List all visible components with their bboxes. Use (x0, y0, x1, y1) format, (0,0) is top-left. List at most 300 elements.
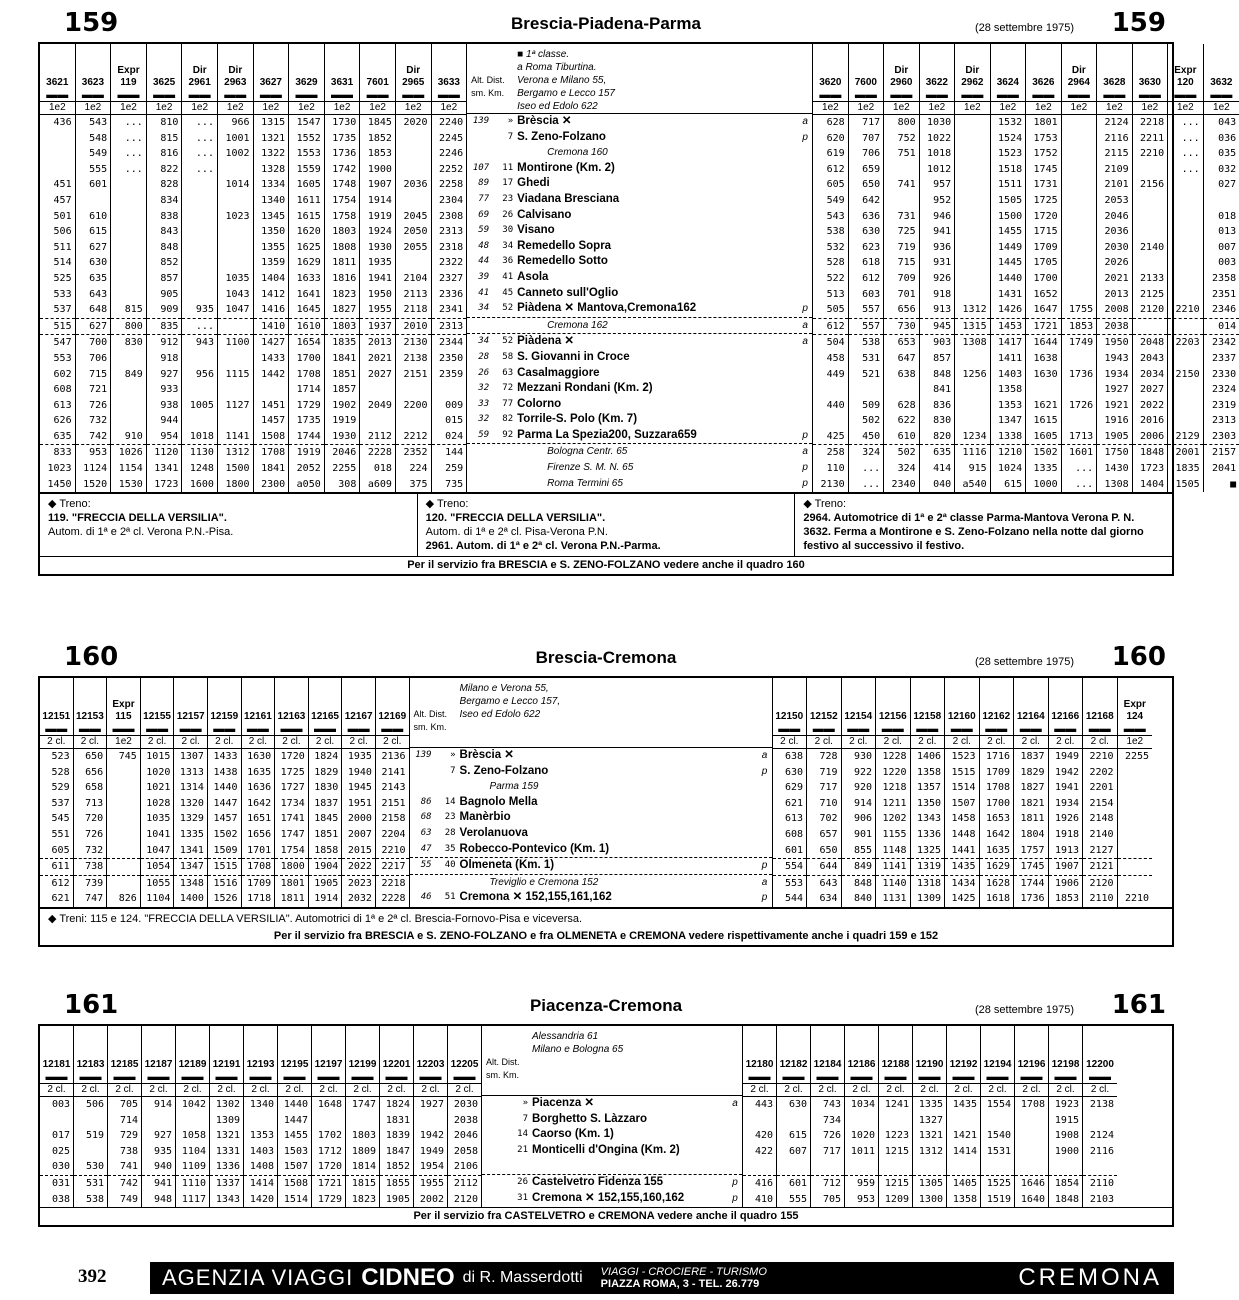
train-column (876, 678, 911, 907)
time-cell: 1651 (247, 813, 272, 825)
train-car-icon: ▬▬ (1067, 89, 1090, 101)
table-date: (28 settembre 1975) (974, 656, 1074, 668)
station-name: Cremona ✕ 152,155,161,162 (459, 891, 612, 904)
train-car-icon: ▬▬ (884, 1071, 907, 1083)
time-cell: 843 (160, 226, 179, 238)
time-cell: 629 (784, 782, 804, 794)
station-row (482, 1174, 742, 1191)
time-cell: 003 (1218, 257, 1237, 269)
station-arr-dep (798, 412, 812, 428)
train-header (991, 44, 1026, 115)
time-cell: 730 (884, 318, 919, 335)
time-cell: 1940 (347, 766, 372, 778)
time-cell: 1523 (951, 751, 976, 762)
time-cell: 2116 (1104, 132, 1129, 144)
ad-agency: AGENZIA VIAGGI (162, 1265, 354, 1290)
time-cell: 957 (933, 179, 952, 191)
time-cell (813, 413, 848, 429)
time-cell: 1500 (998, 210, 1023, 222)
time-cell: 1841 (261, 463, 286, 475)
station-name: Piacenza ✕ (532, 1097, 595, 1109)
time-cell: 1720 (1033, 210, 1058, 222)
train-class: 2 cl. (108, 1083, 141, 1096)
train-class: 2 cl. (312, 1083, 345, 1096)
time-cell: ... (195, 132, 214, 144)
train-header (278, 1026, 311, 1097)
time-cell (1062, 271, 1097, 287)
time-cell (111, 240, 146, 256)
time-cell: 941 (142, 1175, 175, 1192)
time-cell: 1725 (1033, 194, 1058, 206)
train-column (1083, 1026, 1117, 1207)
station-row (482, 1191, 742, 1207)
time-cell: 1700 (296, 352, 321, 364)
train-column (1204, 44, 1239, 492)
time-cell: 607 (788, 1145, 807, 1157)
station-km (489, 460, 517, 476)
ad-city: CREMONA (1018, 1264, 1162, 1291)
train-car-icon: ▬▬ (850, 1071, 873, 1083)
station-altitude (467, 444, 489, 460)
header-line: Iseo ed Edolo 622 (517, 101, 598, 112)
time-cell (845, 1159, 878, 1175)
train-car-icon: ▬▬ (78, 723, 101, 735)
time-cell: 2318 (439, 241, 464, 253)
train-column (945, 678, 980, 907)
page-footer (38, 1262, 1174, 1296)
time-cell: 1502 (213, 828, 238, 840)
time-cell: 1228 (882, 751, 907, 762)
train-class: 2 cl. (1015, 1083, 1048, 1096)
station-name: Castelvetro Fidenza 155 (532, 1175, 664, 1188)
time-cell (879, 1113, 912, 1129)
table-number: 159 (64, 8, 119, 38)
time-cell: 2255 (332, 463, 357, 475)
time-cell: 1803 (351, 1130, 376, 1142)
train-header (980, 678, 1014, 749)
note-block (795, 494, 1172, 556)
time-cell: 1900 (1054, 1145, 1079, 1157)
time-cell: 601 (784, 844, 804, 856)
train-column (254, 44, 290, 492)
time-cell (1168, 177, 1203, 193)
time-cell: 2053 (1104, 194, 1129, 206)
time-cell: 1935 (347, 751, 372, 762)
time-cell: 1857 (332, 384, 357, 396)
time-cell (1015, 1113, 1048, 1129)
time-cell: 1141 (225, 430, 250, 442)
train-header (40, 1026, 73, 1097)
time-cell: 2336 (439, 288, 464, 300)
train-class: 1e2 (1097, 101, 1132, 114)
time-cell: 1827 (1020, 782, 1045, 794)
time-cell: 1835 (1175, 463, 1200, 475)
header-line: Bergamo e Lecco 157, (459, 696, 561, 707)
train-class: 2 cl. (981, 1083, 1014, 1096)
station-km: 26 (517, 1176, 528, 1187)
time-cell: 410 (754, 1193, 773, 1205)
train-number: 3624 (996, 77, 1019, 88)
train-number: 12159 (210, 711, 239, 722)
ad-brand: CIDNEO (361, 1264, 455, 1291)
time-cell: 2046 (325, 444, 360, 461)
train-column (40, 1026, 74, 1207)
time-cell: 747 (85, 893, 104, 905)
time-cell: 1320 (179, 797, 204, 809)
train-column (1014, 678, 1049, 907)
train-class: 2 cl. (773, 735, 807, 748)
time-cell: 1837 (1020, 751, 1045, 762)
time-cell: 2133 (1140, 272, 1165, 284)
time-cell: 1100 (218, 334, 253, 351)
time-cell: 2337 (1212, 352, 1237, 364)
time-cell: 1404 (261, 272, 286, 284)
time-cell: 2106 (453, 1161, 478, 1173)
time-cell: 2021 (1104, 272, 1129, 284)
time-cell: 027 (1218, 179, 1237, 191)
time-cell (432, 382, 467, 398)
time-cell: 543 (89, 117, 108, 128)
train-class: 2 cl. (1014, 735, 1048, 748)
train-header (40, 678, 73, 749)
time-cell (1168, 209, 1203, 225)
time-cell: 738 (74, 858, 107, 875)
train-car-icon: ▬▬ (295, 89, 318, 101)
train-type: Expr (117, 65, 140, 76)
train-header (107, 678, 140, 749)
time-cell: 1416 (261, 304, 286, 316)
time-cell (1118, 765, 1153, 781)
time-cell: 751 (897, 148, 916, 160)
time-cell: 848 (842, 875, 876, 892)
station-row (467, 333, 812, 350)
notes-159 (40, 492, 1172, 556)
time-cell: 2130 (396, 334, 431, 351)
time-cell: 1223 (884, 1130, 909, 1142)
station-arr-dep: a (732, 1098, 738, 1109)
time-cell: 2110 (1089, 893, 1114, 905)
timetable-160 (38, 676, 1174, 947)
train-class: 2 cl. (448, 1083, 481, 1096)
alt-km-legend: Alt. Dist. sm. Km. (486, 1057, 520, 1080)
station-km: 14 (517, 1129, 528, 1140)
station-name: Parma 159 (489, 781, 539, 793)
station-row (467, 223, 812, 239)
time-cell: 1124 (83, 463, 108, 475)
train-column (182, 44, 218, 492)
time-cell: 1734 (280, 797, 305, 809)
time-cell: 2258 (439, 179, 464, 191)
station-name: S. Zeno-Folzano (517, 130, 606, 143)
table-number: 161 (64, 990, 119, 1020)
train-class: 2 cl. (879, 1083, 912, 1096)
time-cell: 1453 (991, 318, 1026, 335)
time-cell: 144 (432, 444, 467, 461)
time-cell: 1713 (1069, 430, 1094, 442)
time-cell: 612 (826, 163, 845, 175)
time-cell: 956 (195, 368, 214, 380)
time-cell: 1015 (146, 751, 171, 762)
station-arr-dep: a (802, 446, 808, 458)
train-number: 3629 (295, 77, 318, 88)
time-cell (1062, 193, 1097, 209)
table-title: Brescia-Cremona (535, 648, 677, 667)
time-cell: 2006 (1140, 430, 1165, 442)
time-cell: 915 (968, 463, 987, 475)
time-cell: 1552 (296, 132, 321, 144)
time-cell: 2124 (1104, 117, 1129, 128)
station-altitude: 139 (415, 750, 432, 760)
time-cell: 1148 (882, 844, 907, 856)
ad-tagline-1: VIAGGI - CROCIERE - TURISMO (600, 1266, 767, 1278)
time-cell: 1054 (141, 858, 174, 875)
time-cell: 2002 (419, 1193, 444, 1205)
time-cell: 1011 (850, 1145, 875, 1157)
time-cell: 1308 (955, 334, 990, 351)
time-cell: 1313 (179, 766, 204, 778)
train-number: 12188 (881, 1059, 910, 1070)
note-block (418, 494, 796, 556)
time-cell: 705 (119, 1099, 138, 1110)
station-altitude (482, 1158, 504, 1174)
time-cell: 1921 (1104, 399, 1129, 411)
time-cell: 920 (853, 782, 873, 794)
time-cell (396, 193, 431, 209)
train-header (147, 44, 182, 115)
see-also: Per il servizio fra CASTELVETRO e CREMONA vedere anche il quadro 155 (40, 1207, 1172, 1225)
train-car-icon: ▬▬ (351, 1071, 374, 1083)
time-cell (1062, 240, 1097, 256)
station-altitude: 34 (478, 336, 490, 347)
time-cell: 1610 (289, 318, 324, 335)
train-car-icon: ▬▬ (347, 723, 370, 735)
time-cell: 620 (826, 132, 845, 144)
time-cell: 840 (853, 893, 873, 905)
time-cell: 615 (788, 1130, 807, 1142)
train-header (74, 678, 107, 749)
time-cell: 557 (849, 318, 884, 335)
time-cell: 555 (89, 163, 108, 175)
train-class: 2 cl. (275, 735, 308, 748)
time-cell: 603 (862, 288, 881, 300)
train-column (74, 1026, 108, 1207)
time-cell (218, 240, 253, 256)
time-cell (777, 1113, 810, 1129)
time-cell: ■ (1230, 478, 1237, 490)
time-cell: 1754 (280, 844, 305, 856)
train-car-icon: ▬▬ (1054, 723, 1077, 735)
time-cell (1015, 1144, 1048, 1160)
time-cell: 1348 (174, 875, 207, 892)
time-cell: 324 (849, 444, 884, 461)
time-cell: 954 (160, 430, 179, 442)
time-cell: 1420 (249, 1193, 274, 1205)
time-cell (182, 240, 217, 256)
station-altitude (482, 1191, 504, 1207)
station-km: 21 (517, 1144, 528, 1155)
train-car-icon: ▬▬ (1020, 1071, 1043, 1083)
station-arr-dep (798, 350, 812, 366)
train-header (142, 1026, 175, 1097)
train-class: 2 cl. (174, 735, 207, 748)
time-cell: 1852 (385, 1161, 410, 1173)
time-cell: 1440 (283, 1099, 308, 1110)
time-cell: 1434 (945, 875, 979, 892)
station-name: Piàdena ✕ (517, 335, 575, 348)
train-car-icon: ▬▬ (1019, 723, 1042, 735)
note-line: Autom. di 1ª e 2ª cl. Pisa-Verona P.N. (425, 526, 608, 539)
train-class: 1e2 (1133, 101, 1168, 114)
train-number: 12151 (42, 711, 71, 722)
train-column (376, 678, 410, 907)
time-cell: 1644 (1026, 334, 1061, 351)
station-row (467, 476, 812, 492)
time-cell: 1022 (927, 132, 952, 144)
time-cell (107, 811, 140, 827)
time-cell: 1730 (332, 117, 357, 128)
train-column (176, 1026, 210, 1207)
time-cell: 1839 (385, 1130, 410, 1142)
station-km (489, 318, 517, 334)
time-cell: 1531 (986, 1145, 1011, 1157)
time-cell: 043 (1218, 117, 1237, 128)
time-cell (955, 177, 990, 193)
station-altitude: 34 (478, 303, 490, 314)
train-number: 2960 (890, 77, 913, 88)
time-cell: 1923 (1054, 1099, 1079, 1110)
time-cell (947, 1113, 980, 1129)
station-arr-dep: a (802, 336, 808, 348)
train-class: 1e2 (1168, 101, 1203, 114)
time-cell: 2201 (1089, 782, 1114, 794)
station-row (467, 286, 812, 302)
time-cell: 1714 (296, 384, 321, 396)
time-cell: 1435 (952, 1099, 977, 1110)
time-cell: 1721 (312, 1175, 345, 1192)
time-cell: 014 (1204, 318, 1239, 335)
train-class: 2 cl. (309, 735, 342, 748)
station-km: 41 (502, 271, 514, 282)
time-cell: 308 (338, 478, 357, 490)
time-cell: 642 (862, 194, 881, 206)
time-cell: 918 (933, 288, 952, 300)
time-cell: 946 (933, 210, 952, 222)
table-number: 160 (64, 642, 119, 672)
station-name: Asola (517, 270, 549, 283)
train-column (1133, 44, 1169, 492)
time-cell (111, 413, 146, 429)
station-row (467, 460, 812, 476)
time-cell: 2154 (1089, 797, 1114, 809)
time-cell: 1425 (951, 893, 976, 905)
time-cell: 643 (89, 288, 108, 300)
time-cell: 2151 (381, 797, 406, 809)
time-cell: 2330 (1212, 368, 1237, 380)
time-cell: 1256 (962, 368, 987, 380)
station-column (410, 678, 773, 907)
table-number-right: 159 (1111, 8, 1166, 38)
train-column (107, 678, 141, 907)
time-cell: 1705 (1033, 257, 1058, 269)
time-cell (360, 382, 395, 398)
time-cell (1049, 1159, 1082, 1175)
time-cell: 830 (933, 415, 952, 427)
time-cell: 1919 (332, 415, 357, 427)
time-cell: 728 (819, 751, 838, 762)
time-cell: 1109 (181, 1161, 206, 1173)
station-name: Torrile-S. Polo (Km. 7) (517, 413, 638, 426)
station-altitude: 77 (478, 193, 490, 204)
time-cell: 647 (897, 352, 916, 364)
time-cell: 700 (76, 334, 111, 351)
time-cell: 656 (897, 304, 916, 316)
station-altitude (482, 1175, 504, 1191)
station-name: Firenze S. M. N. 65 (547, 462, 634, 474)
station-km (504, 1158, 532, 1174)
time-cell: 1447 (213, 797, 238, 809)
train-header (396, 44, 431, 115)
time-cell: 1905 (385, 1193, 410, 1205)
time-cell: 2252 (439, 163, 464, 175)
time-cell: 1823 (332, 288, 357, 300)
note-line: 120. "FRECCIA DELLA VERSILIA". (425, 512, 606, 525)
time-cell: 927 (153, 1130, 172, 1142)
train-number: 124 (1126, 711, 1144, 722)
time-cell (1168, 287, 1203, 303)
time-cell: 622 (897, 415, 916, 427)
train-number: 12150 (775, 711, 804, 722)
time-cell: 1155 (882, 828, 907, 840)
time-cell: 966 (231, 117, 250, 128)
time-cell: 1646 (1015, 1175, 1048, 1192)
time-cell: 1814 (351, 1161, 376, 1173)
time-cell: 013 (1218, 226, 1237, 238)
station-km (489, 444, 517, 460)
train-header (1015, 1026, 1048, 1097)
station-row (467, 366, 812, 382)
time-cell: 1845 (367, 117, 392, 128)
time-cell: 741 (119, 1161, 138, 1173)
time-cell: 1358 (952, 1193, 977, 1205)
train-number: 12200 (1086, 1059, 1114, 1070)
time-cell: 514 (53, 257, 72, 269)
time-cell: 1750 (1097, 444, 1132, 461)
train-car-icon: ▬▬ (996, 89, 1019, 101)
time-cell: 656 (85, 766, 104, 778)
time-cell: 1218 (882, 782, 907, 794)
station-row (467, 270, 812, 286)
time-cell (1062, 382, 1097, 398)
station-arr-dep: a (761, 876, 768, 888)
station-arr-dep (798, 270, 812, 286)
time-cell: 959 (845, 1175, 878, 1192)
time-cell: 1914 (314, 893, 339, 905)
train-number: 12194 (983, 1059, 1012, 1070)
time-cell: 650 (862, 179, 881, 191)
time-cell: 1505 (998, 194, 1023, 206)
time-cell (1133, 193, 1168, 209)
station-row (467, 381, 812, 397)
time-cell: 2138 (403, 352, 428, 364)
time-cell: 1047 (225, 304, 250, 316)
time-cell: 914 (853, 797, 873, 809)
time-cell: 608 (784, 828, 804, 840)
train-column (147, 44, 183, 492)
time-cell: 2116 (1089, 1145, 1114, 1157)
time-cell: 458 (826, 352, 845, 364)
time-cell (142, 1113, 175, 1129)
station-row (482, 1158, 742, 1174)
